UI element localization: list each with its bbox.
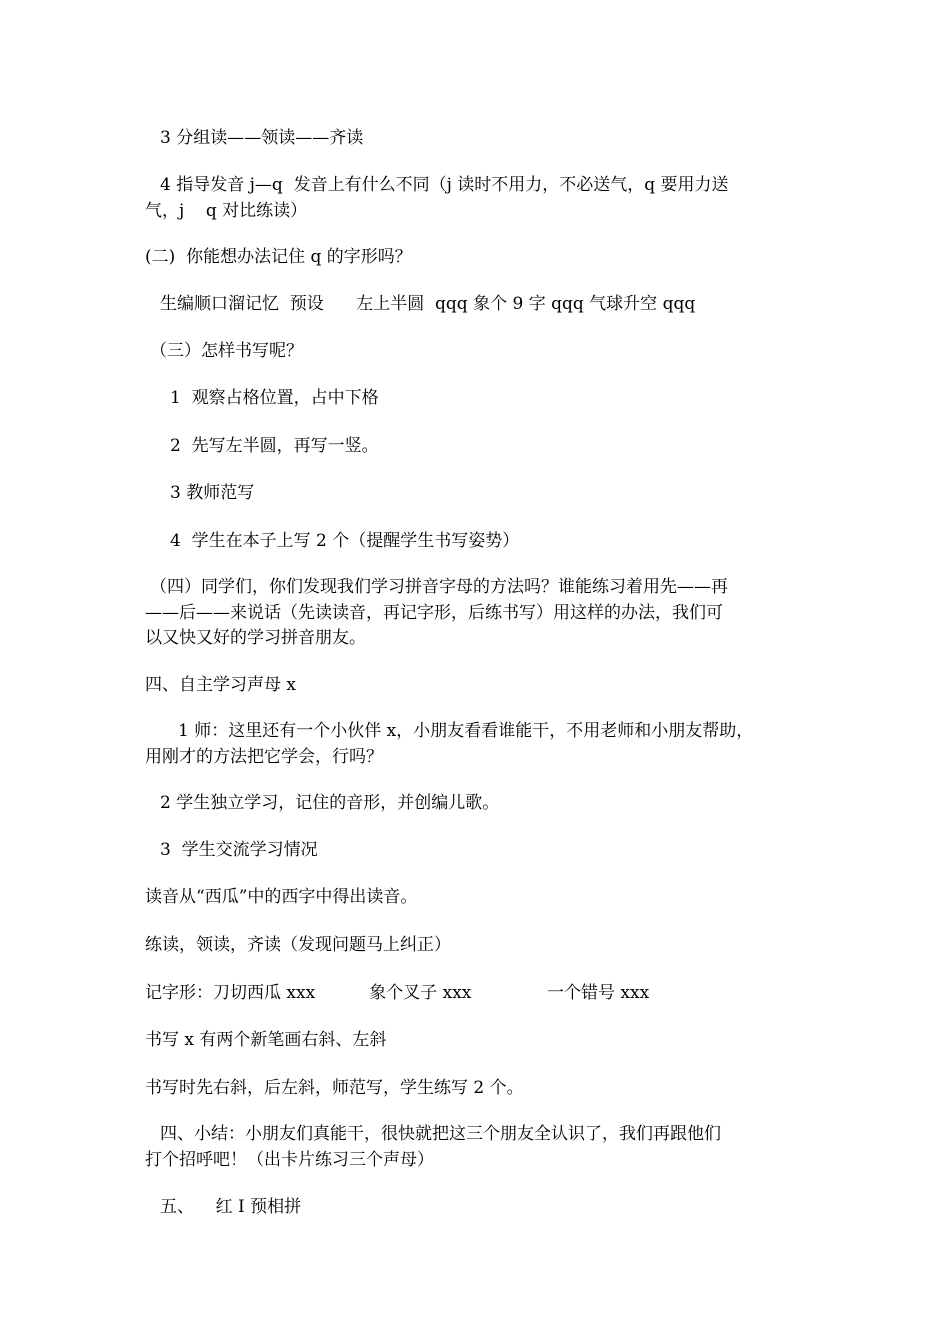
text-line: 气，j q 对比练读） <box>145 201 308 221</box>
text-line: 以又快又好的学习拼音朋友。 <box>145 628 366 648</box>
text-line: (二) 你能想办法记住 q 的字形吗？ <box>145 247 412 267</box>
text-line: 1 观察占格位置，占中下格 <box>170 388 379 408</box>
text-line: ——后——来说话（先读读音，再记字形，后练书写）用这样的办法，我们可 <box>145 603 723 623</box>
text-line: 打个招呼吧！（出卡片练习三个声母） <box>145 1150 434 1170</box>
section-heading: 四、自主学习声母 x <box>145 675 296 695</box>
text-line: 记字形：刀切西瓜 xxx 象个叉子 xxx 一个错号 xxx <box>145 983 650 1003</box>
text-line: 读音从“西瓜”中的西字中得出读音。 <box>145 887 418 907</box>
text-line: 练读，领读，齐读（发现问题马上纠正） <box>145 935 451 955</box>
text-line: 生编顺口溜记忆 预设 左上半圆 qqq 象个 9 字 qqq 气球升空 qqq <box>160 294 696 314</box>
text-line: 用刚才的方法把它学会，行吗？ <box>145 747 383 767</box>
text-line: 3 教师范写 <box>170 483 255 503</box>
text-line: 4 指导发音 j—q 发音上有什么不同（j 读时不用力，不必送气，q 要用力送 <box>160 175 729 195</box>
section-heading: 五、 红 I 预相拼 <box>160 1197 302 1217</box>
text-line: 书写 x 有两个新笔画右斜、左斜 <box>145 1030 387 1050</box>
section-heading: （三）怎样书写呢？ <box>150 341 303 361</box>
text-line: 四、小结：小朋友们真能干，很快就把这三个朋友全认识了，我们再跟他们 <box>160 1124 721 1144</box>
text-line: 4 学生在本子上写 2 个（提醒学生书写姿势） <box>170 531 520 551</box>
text-line: 3 学生交流学习情况 <box>160 840 318 860</box>
text-line: 2 学生独立学习，记住的音形，并创编儿歌。 <box>160 793 500 813</box>
text-line: （四）同学们，你们发现我们学习拼音字母的方法吗？谁能练习着用先——再 <box>150 577 728 597</box>
text-line: 2 先写左半圆，再写一竖。 <box>170 436 379 456</box>
text-line: 1 师：这里还有一个小伙伴 x，小朋友看看谁能干，不用老师和小朋友帮助， <box>178 721 754 741</box>
text-line: 3 分组读——领读——齐读 <box>160 128 364 148</box>
text-line: 书写时先右斜，后左斜，师范写，学生练写 2 个。 <box>145 1078 524 1098</box>
